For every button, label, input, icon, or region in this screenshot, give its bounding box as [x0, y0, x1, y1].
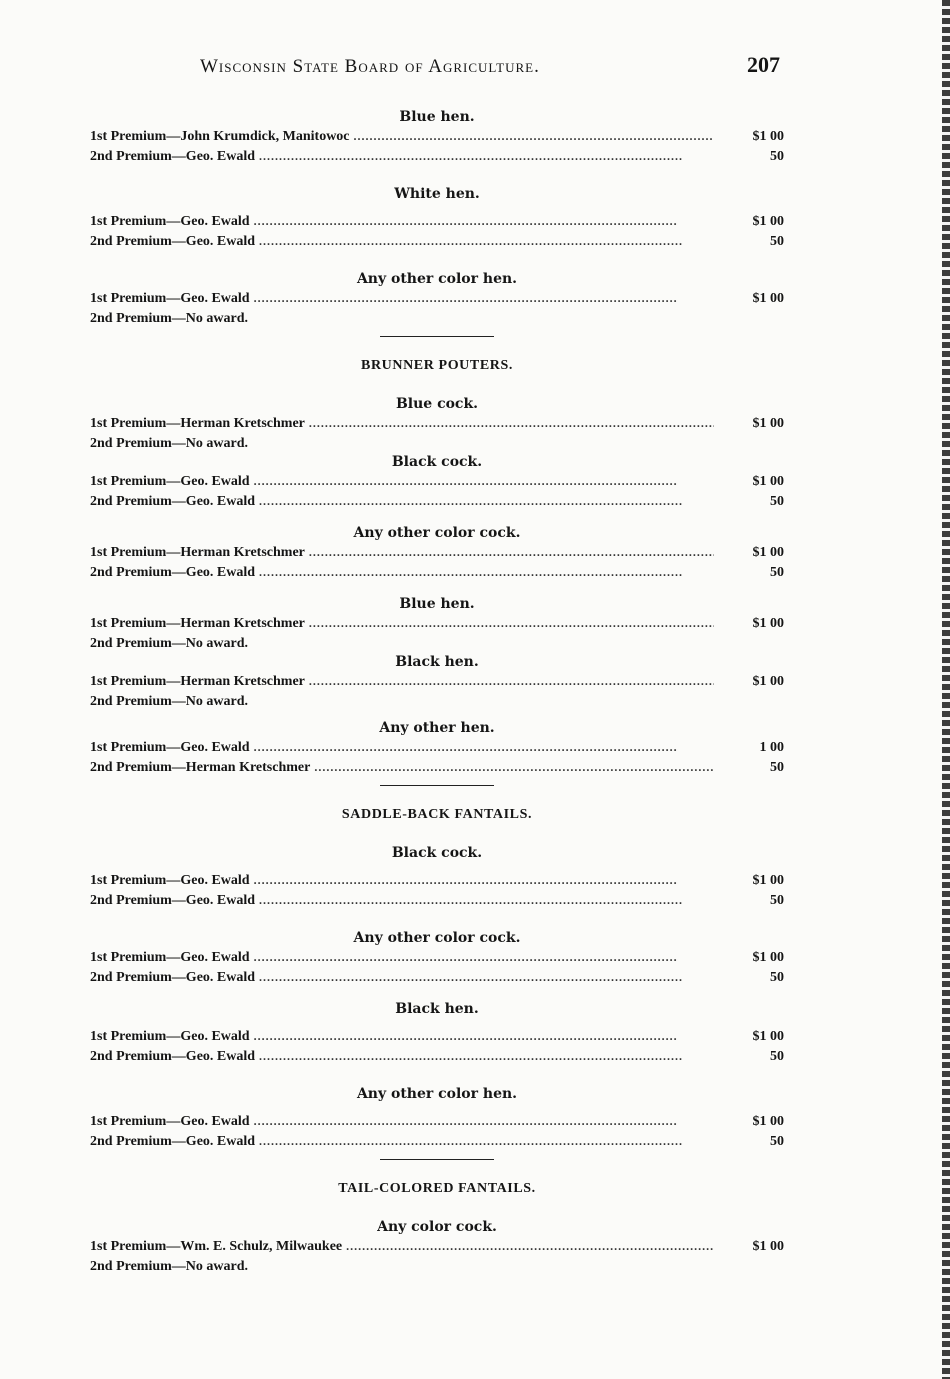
category-heading: Blue hen.: [399, 109, 475, 125]
spacer: [90, 376, 784, 395]
premium-entry: [90, 1047, 784, 1067]
premium-amount: 1 00: [759, 740, 784, 755]
premium-amount: $1 00: [752, 291, 784, 306]
premium-entry: [90, 472, 784, 492]
dot-leader: [254, 948, 714, 968]
spacer: [90, 777, 784, 785]
premium-label: 2nd Premium—Geo. Ewald: [90, 148, 256, 164]
premium-entry: [90, 434, 784, 454]
category-heading: Any other color hen.: [356, 271, 518, 287]
premium-entry: [90, 948, 784, 968]
section-heading: SADDLE-BACK FANTAILS.: [341, 807, 533, 822]
premium-label: 2nd Premium—No award.: [90, 693, 249, 709]
dot-leader: [254, 212, 714, 232]
dot-leader: [254, 472, 714, 492]
premium-label: 2nd Premium—No award.: [90, 1258, 249, 1274]
premium-amount: 50: [770, 233, 784, 249]
premium-entry: [90, 289, 784, 309]
premium-entry: [90, 147, 784, 167]
premium-label: 2nd Premium—Geo. Ewald: [90, 564, 256, 580]
category-heading: Black hen.: [395, 654, 479, 670]
premium-entry: [90, 414, 784, 434]
dot-leader: [309, 414, 714, 434]
premium-amount: 50: [770, 969, 784, 985]
premium-label: 1st Premium—Geo. Ewald: [90, 1029, 250, 1044]
premium-entry: [90, 212, 784, 232]
premium-entry: [90, 1237, 784, 1257]
premium-label: 1st Premium—Geo. Ewald: [90, 740, 250, 755]
premium-label: 2nd Premium—No award.: [90, 310, 249, 326]
spacer: [90, 166, 784, 185]
page-edge-shadow: [942, 0, 950, 1379]
premium-label: 2nd Premium—Geo. Ewald: [90, 1048, 256, 1064]
spacer: [90, 337, 784, 356]
premium-entry: [90, 1132, 784, 1152]
dot-leader: [354, 127, 714, 147]
premium-label: 2nd Premium—Geo. Ewald: [90, 892, 256, 908]
page-number: 207: [747, 52, 780, 77]
dot-leader: [259, 563, 714, 583]
premium-label: 1st Premium—Wm. E. Schulz, Milwaukee: [90, 1239, 343, 1254]
premium-entry: [90, 127, 784, 147]
dot-leader: [314, 758, 714, 778]
spacer: [90, 987, 784, 1000]
premium-amount: 50: [770, 1133, 784, 1149]
premium-amount: $1 00: [752, 950, 784, 965]
premium-amount: $1 00: [752, 214, 784, 229]
premium-label: 1st Premium—Herman Kretschmer: [90, 416, 305, 431]
premium-label: 2nd Premium—Herman Kretschmer: [90, 759, 311, 775]
dot-leader: [309, 614, 714, 634]
premium-amount: 50: [770, 493, 784, 509]
spacer: [90, 1199, 784, 1218]
dot-leader: [259, 891, 714, 911]
dot-leader: [259, 968, 714, 988]
section-heading: TAIL-COLORED FANTAILS.: [338, 1181, 536, 1196]
spacer: [90, 511, 784, 524]
premium-amount: 50: [770, 564, 784, 580]
dot-leader: [254, 289, 714, 309]
dot-leader: [309, 543, 714, 563]
category-heading: Black cock.: [391, 845, 483, 861]
dot-leader: [254, 738, 714, 758]
dot-leader: [259, 232, 714, 252]
premium-list: [90, 108, 784, 1276]
dot-leader: [259, 1047, 714, 1067]
category-heading: Any other color hen.: [356, 1086, 518, 1102]
spacer: [90, 1104, 784, 1112]
premium-label: 1st Premium—Geo. Ewald: [90, 873, 250, 888]
spacer: [90, 1019, 784, 1027]
category-heading: Any other color cock.: [353, 525, 521, 541]
premium-amount: $1 00: [752, 545, 784, 560]
dot-leader: [309, 672, 714, 692]
premium-entry: [90, 1112, 784, 1132]
premium-amount: $1 00: [752, 1114, 784, 1129]
spacer: [90, 251, 784, 270]
premium-entry: [90, 758, 784, 778]
dot-leader: [254, 871, 714, 891]
dot-leader: [346, 1237, 714, 1257]
premium-amount: 50: [770, 1048, 784, 1064]
premium-entry: [90, 871, 784, 891]
dot-leader: [259, 492, 714, 512]
premium-entry: [90, 738, 784, 758]
spacer: [90, 825, 784, 844]
premium-entry: [90, 1027, 784, 1047]
running-header: [200, 52, 780, 86]
dot-leader: [259, 1132, 714, 1152]
premium-amount: $1 00: [752, 474, 784, 489]
spacer: [90, 711, 784, 719]
premium-label: 1st Premium—Geo. Ewald: [90, 291, 250, 306]
dot-leader: [254, 1112, 714, 1132]
section-heading: BRUNNER POUTERS.: [361, 358, 513, 373]
spacer: [90, 1066, 784, 1085]
spacer: [90, 786, 784, 805]
premium-label: 1st Premium—Geo. Ewald: [90, 950, 250, 965]
premium-amount: 50: [770, 759, 784, 775]
category-heading: Black hen.: [395, 1001, 479, 1017]
header-title: Wisconsin State Board of Agriculture.: [200, 56, 540, 77]
premium-amount: 50: [770, 148, 784, 164]
premium-amount: $1 00: [752, 1239, 784, 1254]
premium-entry: [90, 232, 784, 252]
premium-entry: [90, 968, 784, 988]
dot-leader: [254, 1027, 714, 1047]
premium-entry: [90, 634, 784, 654]
premium-label: 2nd Premium—No award.: [90, 635, 249, 651]
category-heading: Any other hen.: [379, 720, 495, 736]
premium-label: 2nd Premium—Geo. Ewald: [90, 493, 256, 509]
category-heading: White hen.: [394, 186, 480, 202]
premium-entry: [90, 692, 784, 712]
premium-amount: $1 00: [752, 674, 784, 689]
premium-label: 2nd Premium—Geo. Ewald: [90, 233, 256, 249]
premium-label: 1st Premium—Geo. Ewald: [90, 1114, 250, 1129]
premium-label: 2nd Premium—Geo. Ewald: [90, 969, 256, 985]
premium-label: 1st Premium—Geo. Ewald: [90, 214, 250, 229]
premium-entry: [90, 614, 784, 634]
spacer: [90, 204, 784, 212]
category-heading: Any other color cock.: [353, 930, 521, 946]
spacer: [90, 910, 784, 929]
premium-amount: $1 00: [752, 129, 784, 144]
premium-entry: [90, 563, 784, 583]
premium-label: 2nd Premium—Geo. Ewald: [90, 1133, 256, 1149]
premium-entry: [90, 672, 784, 692]
spacer: [90, 863, 784, 871]
category-heading: Black cock.: [391, 454, 483, 470]
category-heading: Any color cock.: [377, 1219, 497, 1235]
premium-label: 1st Premium—Herman Kretschmer: [90, 674, 305, 689]
premium-amount: $1 00: [752, 416, 784, 431]
premium-amount: $1 00: [752, 616, 784, 631]
spacer: [90, 1160, 784, 1179]
premium-label: 1st Premium—Herman Kretschmer: [90, 545, 305, 560]
premium-amount: $1 00: [752, 1029, 784, 1044]
spacer: [90, 1151, 784, 1159]
premium-entry: [90, 492, 784, 512]
premium-label: 1st Premium—John Krumdick, Manitowoc: [90, 129, 350, 144]
premium-label: 2nd Premium—No award.: [90, 435, 249, 451]
spacer: [90, 328, 784, 336]
premium-label: 1st Premium—Geo. Ewald: [90, 474, 250, 489]
premium-label: 1st Premium—Herman Kretschmer: [90, 616, 305, 631]
premium-entry: [90, 543, 784, 563]
category-heading: Blue hen.: [399, 596, 475, 612]
category-heading: Blue cock.: [395, 396, 479, 412]
premium-entry: [90, 891, 784, 911]
spacer: [90, 582, 784, 595]
dot-leader: [259, 147, 714, 167]
premium-entry: [90, 1257, 784, 1277]
premium-amount: 50: [770, 892, 784, 908]
premium-amount: $1 00: [752, 873, 784, 888]
premium-entry: [90, 309, 784, 329]
